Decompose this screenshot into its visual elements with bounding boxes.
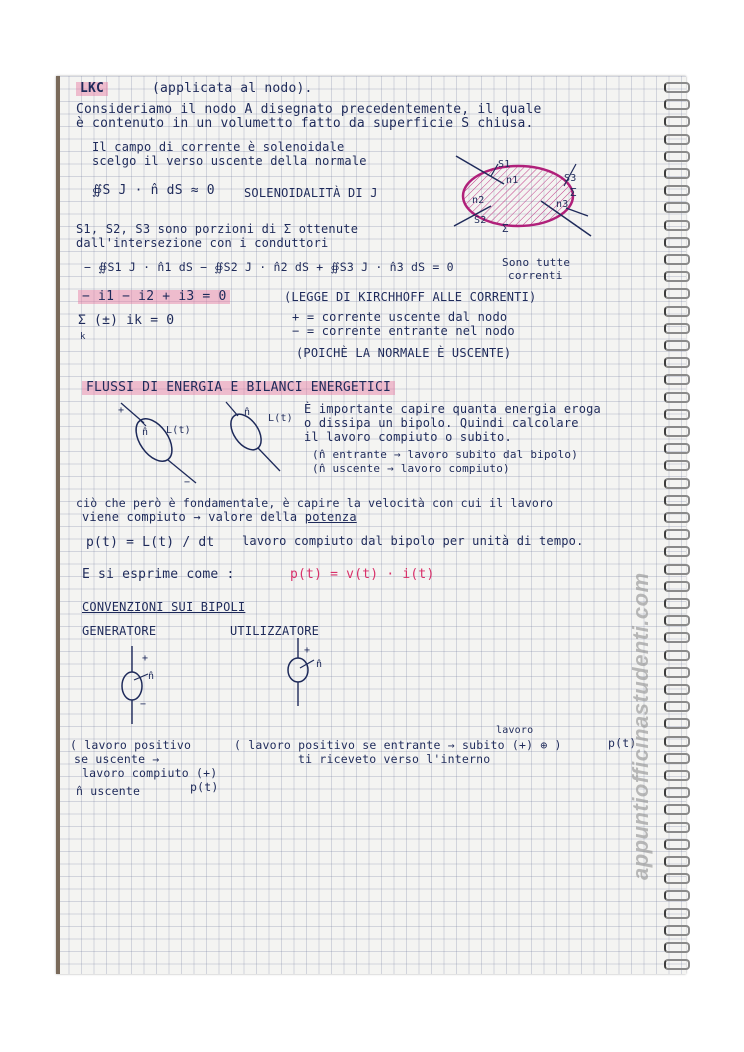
spiral-ring	[664, 99, 690, 110]
spiral-ring	[664, 374, 690, 385]
conventions-note-1c: p(t)	[608, 736, 637, 750]
lkc-normal-note: (POICHÈ LA NORMALE È USCENTE)	[296, 346, 512, 360]
user-n: n̂	[316, 659, 323, 670]
spiral-ring	[664, 220, 690, 231]
spiral-ring	[664, 839, 690, 850]
lkc-subtitle: (applicata al nodo).	[152, 81, 313, 96]
fig-label-lt-1: L(t)	[166, 425, 191, 436]
spiral-ring	[664, 615, 690, 626]
conventions-note-3: lavoro compiuto (+)	[82, 766, 218, 780]
fig-n-1: n̂	[142, 427, 149, 438]
spiral-ring	[664, 460, 690, 471]
fig-plus-1: +	[118, 405, 125, 416]
spiral-ring	[664, 340, 690, 351]
spiral-ring	[664, 770, 690, 781]
spiral-ring	[664, 804, 690, 815]
spiral-ring	[664, 134, 690, 145]
spiral-ring	[664, 598, 690, 609]
spiral-ring	[664, 426, 690, 437]
spiral-ring	[664, 323, 690, 334]
lkc-eq2-note-1: Sono tutte	[502, 256, 571, 269]
lkc-eq2: − ∯S1 J · n̂1 dS − ∯S2 J · n̂2 dS + ∯S3 J · n̂3 dS = 0	[84, 260, 454, 274]
fig-label-sigma-2: Σ	[570, 186, 577, 199]
conventions-note-4a: n̂ uscente	[76, 784, 141, 798]
conventions-note-1a: ( lavoro positivo	[70, 738, 192, 752]
fig-label-s2: S2	[474, 215, 487, 226]
spiral-ring	[664, 564, 690, 575]
spiral-ring	[664, 908, 690, 919]
lkc-portions-line-2: dall'intersezione con i conduttori	[76, 236, 329, 250]
energy-case-entering: (n̂ entrante → lavoro subito dal bipolo)	[312, 448, 579, 461]
spiral-ring	[664, 736, 690, 747]
spiral-ring	[664, 667, 690, 678]
spiral-ring	[664, 271, 690, 282]
conventions-note-lavoro: lavoro	[496, 725, 534, 736]
lkc-eq1-note: SOLENOIDALITÀ DI J	[244, 186, 378, 200]
fig-label-n3: n3	[556, 199, 569, 210]
energy-rate-line-2-text: viene compiuto → valore della	[82, 510, 298, 524]
bipole-figure-exiting	[220, 396, 290, 476]
fig-label-s3: S3	[564, 173, 577, 184]
spiral-ring	[664, 890, 690, 901]
conventions-user: UTILIZZATORE	[230, 624, 320, 638]
energy-text-2: o dissipa un bipolo. Quindi calcolare	[304, 416, 579, 430]
spiral-ring	[664, 495, 690, 506]
lkc-field-line-2: scelgo il verso uscente della normale	[92, 154, 367, 168]
energy-power-description: lavoro compiuto dal bipolo per unità di tempo.	[242, 534, 584, 548]
spiral-ring	[664, 512, 690, 523]
spiral-ring	[664, 959, 690, 970]
spiral-ring	[664, 718, 690, 729]
spiral-ring	[664, 822, 690, 833]
lkc-eq4: Σ (±) ik = 0	[78, 313, 175, 328]
lkc-sign-minus: − = corrente entrante nel nodo	[292, 324, 515, 338]
lkc-eq3-note: (LEGGE DI KIRCHHOFF ALLE CORRENTI)	[284, 290, 537, 304]
lkc-intro-line-2: è contenuto in un volumetto fatto da superficie S chiusa.	[76, 116, 534, 131]
conventions-note-1b: ( lavoro positivo se entrante → subito (+) ⊕ )	[234, 738, 562, 752]
spiral-ring	[664, 254, 690, 265]
spiral-ring	[664, 409, 690, 420]
spiral-ring	[664, 942, 690, 953]
spiral-ring	[664, 684, 690, 695]
spiral-ring	[664, 856, 690, 867]
notebook-spiral-binding	[664, 82, 692, 972]
energy-rate-line-2	[82, 510, 357, 524]
energy-express-label: E si esprime come :	[82, 567, 235, 582]
spiral-ring	[664, 202, 690, 213]
spiral-ring	[664, 392, 690, 403]
user-plus: +	[304, 645, 311, 656]
spiral-ring	[664, 873, 690, 884]
spiral-ring	[664, 701, 690, 712]
lkc-eq1: ∯S J · n̂ dS ≈ 0	[92, 183, 215, 198]
generator-minus: −	[140, 699, 147, 710]
spiral-ring	[664, 581, 690, 592]
lkc-intro-line-1: Consideriamo il nodo A disegnato precedentemente, il quale	[76, 102, 542, 117]
conventions-note-2b: ti riceveto verso l'interno	[298, 752, 491, 766]
spiral-ring	[664, 443, 690, 454]
energy-text-1: È importante capire quanta energia eroga	[304, 402, 601, 416]
spiral-ring	[664, 288, 690, 299]
spiral-ring	[664, 632, 690, 643]
spiral-ring	[664, 925, 690, 936]
conventions-note-2a: se uscente →	[74, 752, 160, 766]
lkc-eq2-note-2: correnti	[508, 269, 563, 282]
spiral-ring	[664, 168, 690, 179]
bipole-figure-entering	[116, 398, 206, 488]
spiral-ring	[664, 82, 690, 93]
spiral-ring	[664, 529, 690, 540]
energy-rate-power-word: potenza	[304, 510, 357, 524]
spiral-ring	[664, 237, 690, 248]
spiral-ring	[664, 116, 690, 127]
lkc-field-line-1: Il campo di corrente è solenoidale	[92, 140, 345, 154]
watermark: appuntiofficinastudenti.com	[628, 572, 653, 880]
generator-bipole-figure	[112, 646, 162, 726]
spiral-ring	[664, 185, 690, 196]
fig-minus-1: −	[184, 477, 191, 488]
energy-power-definition: p(t) = L(t) / dt	[86, 535, 215, 550]
generator-n: n̂	[148, 671, 155, 682]
lkc-portions-line-1: S1, S2, S3 sono porzioni di Σ ottenute	[76, 222, 359, 236]
conventions-note-4b: p(t)	[190, 780, 219, 794]
energy-express-formula: p(t) = v(t) · i(t)	[290, 567, 435, 582]
spiral-ring	[664, 478, 690, 489]
spiral-ring	[664, 650, 690, 661]
notebook-page	[56, 76, 686, 974]
fig-n-2: n̂	[244, 407, 251, 418]
energy-title: FLUSSI DI ENERGIA E BILANCI ENERGETICI	[82, 381, 395, 395]
spiral-ring	[664, 306, 690, 317]
lkc-eq3: − i1 − i2 + i3 = 0	[78, 290, 230, 304]
fig-label-s1: S1	[498, 159, 511, 170]
fig-label-lt-2: L(t)	[268, 413, 293, 424]
energy-case-exiting: (n̂ uscente → lavoro compiuto)	[312, 462, 510, 475]
fig-label-n1: n1	[506, 175, 519, 186]
energy-text-3: il lavoro compiuto o subito.	[304, 430, 512, 444]
conventions-title: CONVENZIONI SUI BIPOLI	[82, 600, 246, 614]
spiral-ring	[664, 546, 690, 557]
lkc-sign-plus: + = corrente uscente dal nodo	[292, 310, 508, 324]
fig-label-n2: n2	[472, 195, 485, 206]
lkc-title: LKC	[76, 82, 108, 96]
spiral-ring	[664, 753, 690, 764]
spiral-ring	[664, 151, 690, 162]
lkc-eq4-subscript: k	[80, 332, 86, 342]
fig-label-sigma-1: Σ	[502, 222, 509, 235]
spiral-ring	[664, 357, 690, 368]
conventions-generator: GENERATORE	[82, 624, 157, 638]
generator-plus: +	[142, 653, 149, 664]
spiral-ring	[664, 787, 690, 798]
energy-rate-line-1: ciò che però è fondamentale, è capire la velocità con cui il lavoro	[76, 496, 554, 510]
